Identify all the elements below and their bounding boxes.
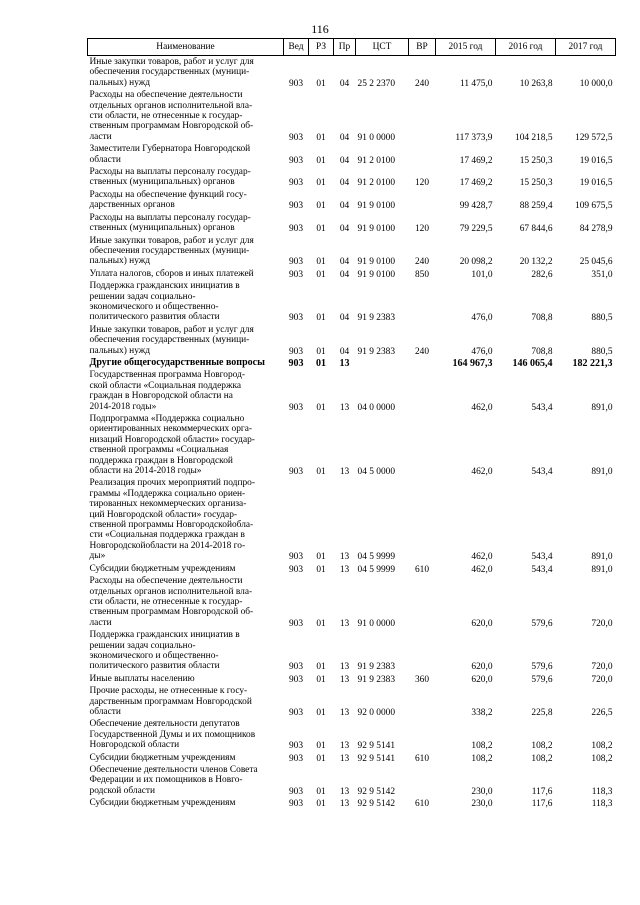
- row-cst: 91 0 0000: [357, 618, 395, 629]
- row-value-2017: 182 221,3: [572, 357, 613, 369]
- row-pr: 13: [339, 467, 350, 478]
- row-name: Прочие расходы, не отнесенные к госу- дарственным программам Новгородской области: [89, 686, 252, 717]
- row-name: Субсидии бюджетным учреждениям: [89, 752, 236, 763]
- row-value-2017: 25 045,6: [579, 257, 613, 268]
- row-ved: 903: [288, 674, 304, 685]
- row-cst: 04 5 9999: [357, 552, 395, 563]
- row-rz: 01: [316, 753, 326, 764]
- header-vr: ВР: [409, 39, 436, 56]
- header-ved: Вед: [284, 39, 309, 56]
- row-vr: [409, 369, 436, 413]
- row-value-2016: 282,6: [531, 269, 553, 280]
- row-value-2015: 476,0: [471, 346, 493, 357]
- row-value-2016: 117,6: [531, 799, 553, 810]
- row-value-2015: 117 373,9: [455, 132, 493, 143]
- row-name: Иные закупки товаров, работ и услуг для обеспечения государственных (муници- пальных) нужд: [89, 235, 254, 267]
- row-name: Расходы на обеспечение деятельности отдельных органов исполнительной вла- сти области, не отнесенные к государ- ственным программам Новгородской об- ласти: [89, 90, 254, 142]
- row-name: Подпрограмма «Поддержка социально ориентированных некоммерческих орга- низаций Новгородской области» государ- ственной программы «Социальная поддержка граждан в Новгородской области на 2014-2018 годы»: [89, 414, 255, 477]
- row-pr: 04: [339, 201, 350, 212]
- row-value-2016: 543,4: [531, 564, 553, 575]
- row-value-2016: 108,2: [531, 741, 553, 752]
- row-value-2017: 226,5: [591, 707, 613, 718]
- table-row: [88, 324, 616, 357]
- row-rz: 01: [316, 741, 326, 752]
- row-cst: 91 9 2383: [357, 674, 395, 685]
- row-ved: 903: [288, 155, 304, 166]
- row-rz: 01: [316, 467, 326, 478]
- header-2015: 2015 год: [436, 39, 496, 56]
- table-row: [88, 143, 616, 166]
- row-vr: [409, 685, 436, 718]
- row-cst: 04 5 9999: [357, 564, 395, 575]
- row-value-2016: 20 132,2: [519, 257, 553, 268]
- row-ved: 903: [288, 786, 304, 797]
- row-cst: 92 9 5142: [357, 799, 395, 810]
- row-cst: 92 0 0000: [357, 707, 395, 718]
- row-value-2017: 351,0: [591, 269, 613, 280]
- row-pr: 04: [339, 257, 350, 268]
- row-ved: 903: [288, 201, 304, 212]
- row-value-2017: 84 278,9: [579, 224, 613, 235]
- row-value-2016: 15 250,3: [519, 178, 553, 189]
- row-cst: 25 2 2370: [357, 78, 395, 89]
- row-ved: 903: [288, 78, 304, 89]
- row-ved: 903: [288, 467, 304, 478]
- row-rz: 01: [316, 269, 326, 280]
- row-cst: 91 9 2383: [357, 346, 395, 357]
- row-pr: 04: [339, 132, 350, 143]
- row-vr: [409, 718, 436, 751]
- row-value-2016: 67 844,6: [519, 224, 553, 235]
- row-cst: 91 9 2383: [357, 662, 395, 673]
- row-name: Расходы на выплаты персоналу государ- ственных (муниципальных) органов: [89, 212, 251, 234]
- row-cst: 91 9 2383: [357, 313, 395, 324]
- table-row: [88, 235, 616, 268]
- row-name: Обеспечение деятельности депутатов Государственной Думы и их помощников Новгородской области: [89, 719, 256, 751]
- row-vr: 240: [414, 78, 430, 89]
- table-row: [88, 56, 616, 90]
- row-cst: 91 2 0100: [357, 155, 395, 166]
- row-ved: 903: [288, 269, 304, 280]
- row-ved: 903: [288, 313, 304, 324]
- row-name: Обеспечение деятельности членов Совета Федерации и их помощников в Новго- родской области: [89, 765, 258, 796]
- table-row: [88, 797, 616, 809]
- row-value-2016: 108,2: [531, 753, 553, 764]
- row-value-2017: 891,0: [591, 467, 613, 478]
- row-value-2015: 620,0: [471, 662, 493, 673]
- row-value-2015: 230,0: [471, 799, 493, 810]
- row-value-2016: 146 065,4: [512, 357, 553, 369]
- row-value-2015: 338,2: [471, 707, 493, 718]
- row-vr: [409, 629, 436, 673]
- row-vr: [409, 189, 436, 212]
- row-ved: 903: [288, 799, 304, 810]
- row-vr: 120: [414, 224, 430, 235]
- row-value-2017: 10 000,0: [579, 78, 613, 89]
- row-cst: 91 9 0100: [357, 201, 395, 212]
- row-ved: 903: [288, 178, 304, 189]
- table-row: [88, 718, 616, 751]
- row-name: Иные выплаты населению: [89, 673, 195, 684]
- row-vr: 610: [414, 799, 430, 810]
- row-pr: 13: [339, 662, 350, 673]
- row-vr: [409, 413, 436, 477]
- row-rz: 01: [316, 618, 326, 629]
- table-row: [88, 280, 616, 324]
- row-value-2017: 880,5: [591, 313, 613, 324]
- row-value-2016: 579,6: [531, 662, 553, 673]
- row-rz: 01: [316, 155, 326, 166]
- table-body: [88, 56, 616, 810]
- row-rz: 01: [316, 224, 326, 235]
- row-rz: 01: [316, 402, 326, 413]
- row-vr: [409, 764, 436, 797]
- header-2017: 2017 год: [556, 39, 616, 56]
- row-vr: [409, 143, 436, 166]
- row-value-2017: 720,0: [591, 618, 613, 629]
- row-value-2015: 462,0: [471, 402, 493, 413]
- table-row: [88, 189, 616, 212]
- row-value-2017: 118,3: [591, 786, 613, 797]
- row-value-2016: 579,6: [531, 674, 553, 685]
- row-pr: 04: [339, 178, 350, 189]
- row-value-2016: 543,4: [531, 552, 553, 563]
- row-rz: 01: [316, 662, 326, 673]
- table-row: [88, 369, 616, 413]
- row-name: Иные закупки товаров, работ и услуг для обеспечения государственных (муници- пальных) нужд: [89, 324, 254, 356]
- row-value-2016: 708,8: [531, 346, 553, 357]
- row-vr: 360: [414, 674, 430, 685]
- row-vr: 610: [414, 564, 430, 575]
- row-rz: 01: [316, 201, 326, 212]
- row-cst: 91 0 0000: [357, 132, 395, 143]
- row-name: Другие общегосударственные вопросы: [89, 356, 265, 368]
- row-cst: 04 0 0000: [357, 402, 395, 413]
- row-pr: 13: [339, 799, 350, 810]
- row-value-2017: 891,0: [591, 552, 613, 563]
- row-value-2015: 230,0: [471, 786, 493, 797]
- row-rz: 01: [316, 564, 326, 575]
- row-value-2016: 10 263,8: [519, 78, 553, 89]
- row-pr: 13: [339, 564, 350, 575]
- table-row: [88, 212, 616, 235]
- row-pr: 13: [339, 618, 350, 629]
- row-ved: 903: [288, 132, 304, 143]
- row-rz: 01: [316, 674, 326, 685]
- row-value-2016: 543,4: [531, 402, 553, 413]
- row-vr: [409, 280, 436, 324]
- budget-table: [87, 38, 616, 810]
- row-value-2017: 891,0: [591, 402, 613, 413]
- row-value-2015: 99 428,7: [459, 201, 493, 212]
- row-vr: 850: [414, 269, 430, 280]
- row-value-2017: 19 016,5: [579, 178, 613, 189]
- row-name: Заместители Губернатора Новгородской области: [89, 144, 251, 165]
- row-rz: 01: [316, 78, 326, 89]
- row-ved: 903: [288, 707, 304, 718]
- row-value-2016: 15 250,3: [519, 155, 553, 166]
- row-cst: 91 9 0100: [357, 257, 395, 268]
- row-value-2016: 225,8: [531, 707, 553, 718]
- row-ved: 903: [288, 357, 304, 369]
- row-ved: 903: [288, 753, 304, 764]
- row-value-2017: 720,0: [591, 662, 613, 673]
- row-value-2017: 118,3: [591, 799, 613, 810]
- row-name: Расходы на обеспечение функций госу- дарственных органов: [89, 189, 247, 211]
- row-value-2017: 720,0: [591, 674, 613, 685]
- row-vr: 610: [414, 753, 430, 764]
- table-row: [88, 413, 616, 477]
- row-rz: 01: [316, 132, 326, 143]
- header-2016: 2016 год: [496, 39, 556, 56]
- row-ved: 903: [288, 346, 304, 357]
- row-pr: 04: [339, 155, 350, 166]
- row-value-2015: 101,0: [471, 269, 493, 280]
- row-pr: 04: [339, 224, 350, 235]
- row-vr: 120: [414, 178, 430, 189]
- row-rz: 01: [316, 786, 326, 797]
- row-pr: 13: [339, 753, 350, 764]
- table-row: [88, 89, 616, 143]
- row-rz: 01: [316, 707, 326, 718]
- row-vr: 240: [414, 346, 430, 357]
- row-value-2015: 164 967,3: [452, 357, 493, 369]
- row-ved: 903: [288, 564, 304, 575]
- row-value-2015: 20 098,2: [459, 257, 493, 268]
- row-cst: 91 2 0100: [357, 178, 395, 189]
- row-value-2017: 891,0: [591, 564, 613, 575]
- row-name: Расходы на обеспечение деятельности отдельных органов исполнительной вла- сти области, не отнесенные к государ- ственным программам Новгородской об- ласти: [89, 576, 254, 628]
- table-row: [88, 166, 616, 189]
- header-pr: Пр: [334, 39, 356, 56]
- row-name: Субсидии бюджетным учреждениям: [89, 798, 236, 809]
- table-row: [88, 764, 616, 797]
- row-value-2015: 11 475,0: [460, 78, 493, 89]
- row-pr: 13: [339, 552, 350, 563]
- row-pr: 13: [339, 741, 350, 752]
- row-name: Расходы на выплаты персоналу государ- ственных (муниципальных) органов: [89, 167, 251, 188]
- row-rz: 01: [316, 552, 326, 563]
- row-value-2016: 543,4: [531, 467, 553, 478]
- row-ved: 903: [288, 618, 304, 629]
- row-value-2015: 620,0: [471, 618, 493, 629]
- table-row: [88, 268, 616, 280]
- row-cst: [356, 357, 409, 369]
- row-name: Реализация прочих мероприятий подпро- граммы «Поддержка социально ориен- тированных некоммерческих организа- ций Новгородской области» государ- ственной программы Новгородскойобла- сти «Социальная поддержка граждан в Новгородскойобласти на 2014-2018 го- ды»: [89, 478, 255, 562]
- row-value-2017: 109 675,5: [575, 201, 613, 212]
- row-value-2015: 17 469,2: [459, 155, 493, 166]
- table-row: [88, 357, 616, 369]
- table-row: [88, 477, 616, 562]
- row-pr: 04: [339, 346, 350, 357]
- header-rz: РЗ: [309, 39, 334, 56]
- row-value-2015: 17 469,2: [459, 178, 493, 189]
- row-rz: 01: [316, 257, 326, 268]
- row-value-2017: 129 572,5: [575, 132, 613, 143]
- row-value-2016: 579,6: [531, 618, 553, 629]
- row-pr: 04: [339, 269, 350, 280]
- row-value-2017: 108,2: [591, 753, 613, 764]
- row-pr: 13: [339, 674, 350, 685]
- row-cst: 92 9 5141: [357, 753, 395, 764]
- row-cst: 92 9 5141: [357, 741, 395, 752]
- row-pr: 13: [339, 786, 350, 797]
- row-value-2016: 117,6: [531, 786, 553, 797]
- row-value-2015: 108,2: [471, 741, 493, 752]
- row-name: Поддержка гражданских инициатив в решении задач социально- экономического и общественно- политического развития области: [89, 281, 240, 323]
- row-name: Иные закупки товаров, работ и услуг для обеспечения государственных (муници- пальных) нужд: [89, 57, 254, 88]
- row-pr: 04: [339, 313, 350, 324]
- row-value-2015: 462,0: [471, 467, 493, 478]
- row-cst: 92 9 5142: [357, 786, 395, 797]
- row-value-2015: 476,0: [471, 313, 493, 324]
- row-ved: 903: [288, 402, 304, 413]
- row-ved: 903: [288, 741, 304, 752]
- row-value-2016: 708,8: [531, 313, 553, 324]
- row-value-2015: 620,0: [471, 674, 493, 685]
- row-cst: 91 9 0100: [357, 224, 395, 235]
- row-value-2016: 88 259,4: [519, 201, 553, 212]
- row-cst: 91 9 0100: [357, 269, 395, 280]
- row-vr: 240: [414, 257, 430, 268]
- row-value-2015: 108,2: [471, 753, 493, 764]
- table-row: [88, 629, 616, 673]
- row-vr: [409, 357, 436, 369]
- row-ved: 903: [288, 662, 304, 673]
- row-rz: 01: [316, 313, 326, 324]
- row-cst: 04 5 0000: [357, 467, 395, 478]
- row-value-2017: 108,2: [591, 741, 613, 752]
- table-row: [88, 752, 616, 764]
- row-value-2017: 19 016,5: [579, 155, 613, 166]
- row-name: Поддержка гражданских инициатив в решении задач социально- экономического и общественно- политического развития области: [89, 630, 240, 672]
- row-rz: 01: [316, 346, 326, 357]
- row-pr: 13: [339, 402, 350, 413]
- row-name: Субсидии бюджетным учреждениям: [89, 563, 236, 574]
- table-row: [88, 575, 616, 629]
- row-value-2015: 462,0: [471, 552, 493, 563]
- row-rz: 01: [316, 799, 326, 810]
- row-value-2017: 880,5: [591, 346, 613, 357]
- row-ved: 903: [288, 224, 304, 235]
- row-pr: 04: [339, 78, 350, 89]
- row-ved: 903: [288, 552, 304, 563]
- row-vr: [409, 477, 436, 562]
- row-name: Государственная программа Новгород- ской области «Социальная поддержка граждан в Новгородской области на 2014-2018 годы»: [89, 370, 245, 412]
- row-pr: 13: [339, 707, 350, 718]
- row-ved: 903: [288, 257, 304, 268]
- header-name: Наименование: [88, 39, 284, 56]
- row-vr: [409, 89, 436, 143]
- row-value-2015: 462,0: [471, 564, 493, 575]
- row-rz: 01: [316, 357, 326, 369]
- table-row: [88, 685, 616, 718]
- row-vr: [409, 575, 436, 629]
- page-number: 116: [311, 22, 329, 36]
- row-name: Уплата налогов, сборов и иных платежей: [89, 268, 254, 279]
- table-row: [88, 673, 616, 685]
- row-value-2016: 104 218,5: [515, 132, 553, 143]
- header-cst: ЦСТ: [356, 39, 409, 56]
- row-pr: 13: [339, 357, 350, 369]
- row-value-2015: 79 229,5: [459, 224, 493, 235]
- table-row: [88, 563, 616, 575]
- table-header-row: [88, 39, 616, 56]
- row-rz: 01: [316, 178, 326, 189]
